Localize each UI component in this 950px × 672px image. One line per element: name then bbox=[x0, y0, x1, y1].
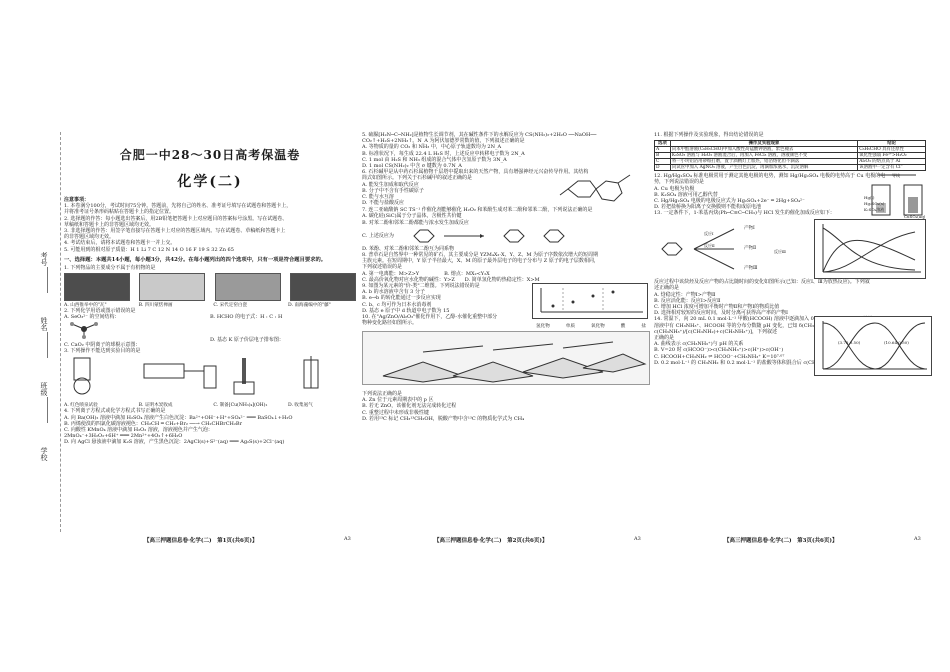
q14-line: 14. 常温下，向 20 mL 0.1 mol·L⁻¹ 甲酸(HCOOH) 溶液中逐滴加入 0.1 mol·L⁻¹ CH₃NH₂ 溶液， bbox=[654, 316, 879, 323]
margin-label-class: 班级 bbox=[40, 382, 48, 396]
question-3: 3. 下列操作不能达到实验目的的是 bbox=[64, 348, 141, 355]
q10-option: C. 重整过程中未形成非极性键 bbox=[362, 409, 429, 416]
q8-line: A. 第一电离能：M>Z>Y B. 熔点：MX₂<Y₂X bbox=[362, 270, 490, 277]
product-3-label: 产物Ⅲ bbox=[744, 266, 758, 272]
q5-line: B. 标准状况下，每生成 22.4 L H₂S 时，上述反应中转移电子数为 2N_A bbox=[362, 150, 525, 157]
q8-line: 主族元素。在短周期中，Y 原子半径最大，X、M 的原子最外层电子的电子分布与 Z 原子的电子层数相同， bbox=[362, 258, 599, 265]
reaction-1-label: 反应Ⅰ bbox=[704, 231, 714, 237]
q13-option: C. 增加 HCl 浓度可增加平衡时产物Ⅱ和产物Ⅰ的物质比值 bbox=[654, 304, 780, 311]
q2-option-c: C. CaO₂ 中阴离子的球棍示意图： bbox=[64, 342, 141, 349]
point-label: (3.75,0.50) bbox=[838, 340, 861, 346]
phenol-reaction-scheme bbox=[394, 226, 594, 246]
page-1-tag: A3 bbox=[344, 536, 351, 542]
q13-option: A. 焓稳定性：产物Ⅰ>产物Ⅱ bbox=[654, 291, 716, 298]
q2-option-d: D. 基态 K 原子价层电子排布图： bbox=[210, 337, 284, 344]
q4-option-b: B. 丙烯使溴的四氯化碳溶液褪色：CH₂CH ═ CH₂+Br₂ ──→ CH₂CHBrCH₂Br bbox=[64, 420, 242, 427]
note-line: 5. 可能用到的相对原子质量：H 1 Li 7 C 12 N 14 O 16 F 19 S 32 Zn 65 bbox=[64, 246, 234, 253]
photo-porcelain bbox=[215, 273, 281, 301]
q12-line: D. 若把盐桥换为阳离子交换膜则不能构成原电池 bbox=[654, 204, 762, 211]
note-line: 1. 本卷满分100分，考试时间75分钟。答题前，先将自己的姓名、准考证号填写在试题卷和答题卡上， bbox=[64, 203, 292, 210]
question-2: 2. 下列化学用语或图示错误的是 bbox=[64, 308, 136, 315]
q11-table bbox=[654, 140, 926, 171]
q1-option-a: A. 山西推举中的"瓦" bbox=[64, 303, 107, 309]
q3-apparatus-figure bbox=[64, 354, 356, 398]
q6-line: C. 能与水互溶 bbox=[362, 194, 394, 201]
q13-reaction-scheme bbox=[654, 219, 814, 279]
q6-line: D. 不能与盐酸反应 bbox=[362, 200, 405, 207]
photo-tile-roof bbox=[64, 273, 130, 301]
q5-line: 5. 硫脲[H₂N─C─NH₂]是植物生长调节剂，其在碱性条件下的水解反应为 CS(NH₂)₂+2H₂O ──NaOH── bbox=[362, 132, 597, 138]
table-row: C 将一小块铝箔用砂纸打磨，置于酒精灯上加热，铝箔熔化但不滴落 Al₂O₃ 的熔点高于 Al bbox=[655, 159, 926, 165]
q3-option-d: D. 收集氨气 bbox=[287, 403, 313, 409]
huperzine-structure-figure bbox=[558, 169, 638, 207]
axis-label: 氧化物 bbox=[590, 324, 605, 330]
q1-option-c: C. 宋代定窑白瓷 bbox=[213, 303, 248, 309]
q6-line: 简式如图所示。下列关于石杉碱甲的叙述正确的是 bbox=[362, 175, 473, 182]
q12-line: B. K₂SO₄ 溶液可用乙醇代替 bbox=[654, 191, 718, 198]
note-line: 的非答题区域均无效。 bbox=[64, 234, 115, 241]
q14-line: c(CH₃NH₃⁺)/[c(CH₃NH₂)+c(CH₃NH₃⁺)]，下列叙述 bbox=[654, 328, 777, 335]
q14-line: C. HCOOH+CH₃NH₂ ⇌ HCOO⁻+CH₃NH₃⁺ K=10⁷·⁰⁷ bbox=[654, 353, 785, 360]
trigonal-molecule-diagram bbox=[64, 320, 104, 338]
q10-option: 下列说法正确的是 bbox=[362, 391, 403, 398]
margin-label-name: 姓名 bbox=[40, 317, 48, 331]
cell-label-hg2so4: Hg₂SO₄(s) bbox=[864, 201, 885, 207]
q10-line: 10. 在"Ag/ZnO/Al₂O₃"催化作用下，乙醇-水催化重整中部分 bbox=[362, 314, 498, 321]
binding-margin bbox=[34, 132, 61, 532]
q1-option-b: B. 四川蒙恬禅画 bbox=[138, 303, 173, 309]
q1-images bbox=[64, 273, 356, 301]
notes-title: 注意事项： bbox=[64, 197, 90, 203]
reaction-2-label: 反应Ⅱ bbox=[704, 243, 715, 249]
q6-line: B. 分子中不含有手性碳原子 bbox=[362, 187, 424, 194]
valence-class-diagram bbox=[532, 283, 648, 319]
axis-label: 单质 bbox=[565, 324, 575, 330]
reaction-3-label: 反应Ⅲ bbox=[774, 249, 786, 255]
q14-line: D. 0.2 mol·L⁻¹ 的 CH₃NH₂ 和 0.2 mol·L⁻¹ 的盐酸等体积混合后 c(CH₃NH₃⁺)>c(OH⁻) bbox=[654, 359, 856, 366]
q13-time-curve-chart bbox=[814, 219, 926, 279]
q2-option-a: A. SeO₃²⁻ 的空间结构： bbox=[64, 314, 120, 321]
catalyst-pathway-figure bbox=[362, 331, 650, 385]
table-row: A 向苯甲醛溶液(C₆H₅CHO)中加入酸性高锰酸钾溶液，紫色褪去 C₆H₅CHO 具有还原性 bbox=[655, 147, 926, 153]
q4-option-a: A. 向 Ba(OH)₂ 溶液中滴加 H₂SO₄ 溶液产生白色沉淀：Ba²⁺+OH⁻+H⁺+SO₄²⁻ ═══ BaSO₄↓+H₂O bbox=[64, 414, 293, 421]
note-line: 并将准考证号条形码粘贴在答题卡上的指定位置。 bbox=[64, 209, 175, 216]
q10-option: D. 若用¹³C 标记 CH₃¹³CH₂OH，脱酸产物中含¹³C 的物质化学式为 CH₄ bbox=[362, 415, 525, 422]
q9-line: 9. 如图为某元素的"价-类"二维图。下列说法错误的是 bbox=[362, 283, 480, 290]
axis-label: 氢化物 bbox=[536, 324, 550, 330]
q13-option: 述正确的是 bbox=[654, 285, 680, 292]
q10-line: 物种变化路径如图所示。 bbox=[362, 320, 418, 327]
page-1-column bbox=[64, 132, 356, 532]
q7-option-c: C. 上述反应为 bbox=[362, 232, 394, 239]
q14-line: B. V=20 时 c(HCOO⁻)>c(CH₃NH₃⁺)>c(H⁺)>c(OH⁻) bbox=[654, 347, 784, 354]
q9-line: D. 基态 e 原子中 d 轨道中电子数为 15 bbox=[362, 307, 450, 314]
question-4: 4. 下列离子方程式或化学方程式书写正确的是 bbox=[64, 408, 166, 415]
q12-line: 12. Hg/Hg₂SO₄ 标准电极常用于测定其他电极的电势，测知 Hg/Hg₂SO₄ 电极的电势高于 Cu 电极的电 bbox=[654, 173, 886, 180]
q12-line: A. Cu 电极为负极 bbox=[654, 185, 695, 192]
q2-option-b: B. HCHO 的电子式：H : C : H bbox=[210, 314, 283, 321]
q10-option: A. Zn 位于元素周期表中的 p 区 bbox=[362, 397, 434, 404]
q3-option-c: C. 制备[Cu(NH₃)₄](OH)₂ bbox=[213, 403, 268, 409]
subject-title: 化学(二) bbox=[177, 174, 243, 190]
q8-line: C. 最高价氧化物对应水化物的碱性：Y>Z D. 简单氢化物的热稳定性：X>M bbox=[362, 276, 540, 283]
page-3-footer: 【高三押题信息卷·化学(二) 第3页(共6页)】 bbox=[724, 538, 838, 544]
note-line: 4. 考试结束后，请将本试题卷和答题卡一并上交。 bbox=[64, 240, 176, 247]
photo-rattan bbox=[290, 273, 356, 301]
q1-option-d: D. 南海藻编中的"藤" bbox=[287, 303, 331, 309]
margin-label-exam-number: 考号 bbox=[40, 252, 48, 266]
note-line: 3. 非选择题的作答：用签字笔直接写在答题卡上对应的答题区域内。写在试题卷、草稿纸和答题卡上 bbox=[64, 228, 286, 235]
q5-line: CO₂↑+H₂S+2NH₃↑。N_A 为阿伏加德罗常数的值，下列叙述正确的是 bbox=[362, 138, 525, 145]
q12-line: C. Hg/Hg₂SO₄ 电极的电极反应式为 Hg₂SO₄+2e⁻ ═ 2Hg+SO₄²⁻ bbox=[654, 198, 805, 205]
q5-line: D. 1 mol CS(NH₂)₂ 中含 σ 键数为 0.7N_A bbox=[362, 163, 462, 170]
cell-label-hg: Hg(l) bbox=[864, 195, 875, 201]
page-3-tag: A3 bbox=[914, 536, 921, 542]
margin-line bbox=[47, 332, 48, 358]
table-header: 结论 bbox=[858, 141, 926, 147]
margin-label-school: 学校 bbox=[40, 447, 48, 461]
margin-line bbox=[47, 397, 48, 423]
note-line: 2. 选择题的作答：每小题选出答案后，用2B铅笔把答题卡上对应题目的答案标号涂黑。写在试题卷、 bbox=[64, 215, 288, 222]
page-1-footer: 【高三押题信息卷·化学(二) 第1页(共6页)】 bbox=[144, 538, 258, 544]
table-row: D 向试管中加入 AgNO₃ 溶液，产生白色沉淀，再滴加浓氨水，沉淀溶解 该溶液中一定含有 Cl⁻ bbox=[655, 165, 926, 171]
q14-line: A. 曲线表示 c(CH₃NH₃⁺)与 pH 的关系 bbox=[654, 341, 744, 348]
cell-label-wire: 导线 bbox=[892, 173, 900, 179]
note-line: 草稿纸和答题卡上的非答题区域均无效。 bbox=[64, 221, 155, 228]
page-2-footer: 【高三押题信息卷·化学(二) 第2页(共6页)】 bbox=[434, 538, 548, 544]
q12-line: 势，下列说法错误的是 bbox=[654, 179, 705, 186]
table-header: 选项 bbox=[655, 141, 671, 147]
q13-option: B. 反应活化能：反应Ⅰ>反应Ⅱ bbox=[654, 297, 721, 304]
q7-line: B. 对苯二酚和邻苯二酚都能与浓水发生加成反应 bbox=[362, 219, 469, 226]
q14-line: 正确的是 bbox=[654, 335, 675, 342]
table-header: 操作及实验现象 bbox=[670, 141, 857, 147]
q7-line: 7. 连二亚硫酸钠 SC TS⁻¹ 作催化剂能够催化 H₂O₂ 和苯酚生成对苯二酚和邻苯二酚，下列说法正确的是 bbox=[362, 207, 593, 214]
question-11: 11. 根据下列操作及实验现象，得出结论错误的是 bbox=[654, 132, 764, 138]
cell-label-cuso4: CuSO₄(aq) bbox=[904, 214, 926, 220]
q9-line: C. b、c 均可作为日本水消毒剂 bbox=[362, 301, 432, 308]
axis-label: 酸 bbox=[620, 324, 626, 330]
product-2-label: 产物Ⅱ bbox=[744, 246, 757, 252]
table-row: B K₂SO₃ 溶液与 H₂O₂ 溶液混合后，再加入 FeCl₃ 溶液，溶液颜色不变 氧化性强弱 Fe³⁺>H₂O₂ bbox=[655, 153, 926, 159]
q7-line: A. 碳化硅(SiC)属于分子晶体，含极性共价键 bbox=[362, 213, 462, 220]
page-3-column bbox=[654, 132, 932, 532]
q14-line: 溶液中有 CH₃NH₃⁺、HCOOH 等的分布分数随 pH 变化，已知 δ(CH₃NH₃⁺)= bbox=[654, 322, 834, 329]
q5-line: C. 1 mol 由 H₂S 和 NH₃ 组成的混合气体中含氢原子数为 3N_A bbox=[362, 156, 507, 163]
axis-label: 盐 bbox=[641, 324, 646, 330]
margin-line bbox=[47, 267, 48, 293]
page-2-tag: A3 bbox=[634, 536, 641, 542]
q13-option: 反应过程中该炔烃及反应产物的占比随时间的变化如图所示(已知：反应Ⅰ、Ⅲ为放热反应)。下列叙 bbox=[654, 279, 870, 286]
exam-sheet bbox=[34, 132, 934, 552]
q4-option-c: C. 向酸性 KMnO₄ 溶液中滴加 H₂O₂ 溶液，溶液褪色并产生气泡： bbox=[64, 427, 213, 434]
q9-line: A. b 的水溶液中含有 3 分子 bbox=[362, 289, 425, 296]
q6-line: A. 能发生加成和取代反应 bbox=[362, 181, 419, 188]
q8-line: 下列叙述错误的是 bbox=[362, 264, 403, 271]
photo-painting bbox=[139, 273, 205, 301]
q13-option: D. 选择相对较短的反应时间，及时分离可获得高产率的产物Ⅰ bbox=[654, 310, 788, 317]
question-1: 1. 下列物品的主要成分不属于有机物的是 bbox=[64, 264, 156, 271]
q3-option-b: B. 证明木炭收成 bbox=[138, 403, 173, 409]
q13-line: 13. 一定条件下，1-苯基丙炔(Ph─C≡C─CH₃)与 HCl 发生的催化加成反应如下： bbox=[654, 210, 835, 217]
q4-option-c-eq: 2MnO₄⁻+3H₂O₂+6H⁺ ═══ 2Mn²⁺+4O₂↑+6H₂O bbox=[64, 433, 183, 440]
page-2-column bbox=[362, 132, 648, 532]
q8-line: 8. 普草石是自然界中一种常见的矿石，其主要成分是 YZM₄X₂·X、Y、Z、M 为原子序数依次增大的短周期 bbox=[362, 252, 599, 259]
q3-option-a: A. 红色喷泉试验 bbox=[64, 403, 98, 409]
q6-line: 6. 石杉碱甲是从中药石杉属植物千层塔中提取出来的天然产物，具有增强神经元兴奋传导作用。其结构 bbox=[362, 169, 589, 176]
section-heading: 一、选择题：本题共14小题，每小题3分，共42分。在每小题列出的四个选项中，只有一项是符合题目要求的。 bbox=[64, 256, 327, 263]
cell-label-k2so4: K₂SO₄溶液 bbox=[864, 207, 885, 213]
q7-option-d: D. 苯酚、对苯二酚和邻苯二酚互为同系物 bbox=[362, 245, 455, 252]
product-1-label: 产物Ⅰ bbox=[744, 226, 755, 232]
q14-distribution-chart bbox=[814, 316, 930, 374]
electrochem-cell-figure bbox=[864, 173, 930, 219]
point-label: (10.64,0.50) bbox=[884, 340, 909, 346]
q4-option-d: D. 向 AgCl 悬浊液中滴加 K₂S 溶液，产生黑色沉淀：2AgCl(s)+S²⁻(aq) ═══ Ag₂S(s)+2Cl⁻(aq) bbox=[64, 439, 285, 446]
exam-title: 合肥一中28～30日高考保温卷 bbox=[119, 148, 301, 162]
q10-option: B. 若无 ZnO，该催化剂无法完成转化过程 bbox=[362, 403, 457, 410]
q9-line: B. e→b 的转化能通过一步反应实现 bbox=[362, 295, 441, 302]
q5-line: A. 等物质的量的 CO₂ 和 NH₃ 中，中心原子轨道数均为 2N_A bbox=[362, 144, 502, 151]
